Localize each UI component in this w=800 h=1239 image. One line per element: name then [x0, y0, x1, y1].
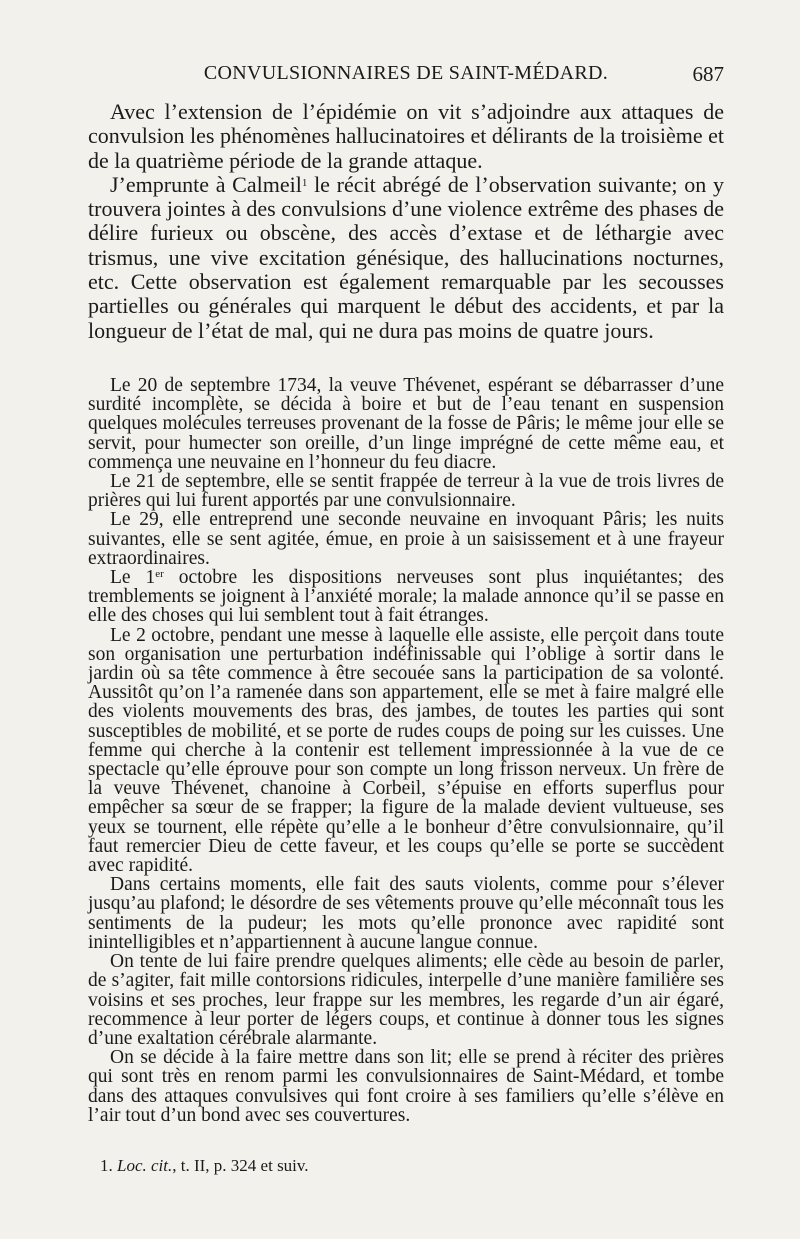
- footnote-reference: , t. II, p. 324 et suiv.: [172, 1156, 309, 1175]
- observation-paragraph: [88, 568, 724, 626]
- page-number: 687: [692, 62, 724, 86]
- observation-paragraph: Le 29, elle entreprend une seconde neuvaine en invoquant Pâris; les nuits suivantes, elle se sent agitée, émue, en proie à un saisissement et à une frayeur extraordinaires.: [88, 509, 724, 569]
- observation-text: octobre les dispositions nerveuses sont plus inquiétantes; des tremblements se joignent à l’anxiété morale; la malade annonce qu’il se passe en elle des choses qui lui semblent tout à fait étranges.: [88, 567, 724, 627]
- observation-paragraph: On se décide à la faire mettre dans son lit; elle se prend à réciter des prières qui sont très en renom parmi les convulsionnaires de Saint-Médard, et tombe dans des attaques convulsives qui font croire à ses familiers qu’elle s’élève en l’air tout d’un bond avec ses couvertures.: [88, 1047, 724, 1126]
- observation-paragraph: Dans certains moments, elle fait des sauts violents, comme pour s’élever jusqu’au plafond; le désordre de ses vêtements prouve qu’elle méconnaît tous les sentiments de la pudeur; les mots qu’elle prononce avec rapidité sont inintelligibles et n’appartiennent à aucune langue connue.: [88, 874, 724, 953]
- observation-paragraph: Le 2 octobre, pendant une messe à laquelle elle assiste, elle perçoit dans toute son organisation une perturbation indéfinissable qui l’oblige à sortir dans le jardin où sa tête commence à être secouée sans la participation de sa volonté. Aussitôt qu’on l’a ramenée dans son appartement, elle se met à faire malgré elle des violents mouvements des bras, des jambes, de toutes les parties qui sont susceptibles de mobilité, et se porte de rudes coups de poing sur les cuisses. Une femme qui cherche à la contenir est tellement impressionnée à la vue de ce spectacle qu’elle éprouve pour son compte un long frisson nerveux. Un frère de la veuve Thévenet, chanoine à Corbeil, s’épuise en efforts superflus pour empêcher sa sœur de se frapper; la figure de la malade devient vultueuse, ses yeux se tournent, elle répète qu’elle a le bonheur d’être convulsionnaire, qu’il faut remercier Dieu de cette faveur, et les coups qu’elle se porte se succèdent avec rapidité.: [88, 624, 724, 877]
- observation-paragraph: Le 20 de septembre 1734, la veuve Thévenet, espérant se débarrasser d’une surdité incomplète, se décida à boire et but de l’eau tenant en suspension quelques molécules terreuses provenant de la fosse de Pâris; le même jour elle se servit, pour humecter son oreille, d’un linge imprégné de cette même eau, et commença une neuvaine en l’honneur du feu diacre.: [88, 375, 724, 473]
- intro-paragraph: [88, 173, 724, 343]
- footnote-number: 1.: [100, 1156, 113, 1175]
- footnote: [100, 1156, 309, 1176]
- intro-section: [88, 100, 724, 343]
- ordinal-superscript: er: [155, 568, 164, 581]
- running-title: CONVULSIONNAIRES DE SAINT-MÉDARD.: [203, 62, 609, 84]
- observation-paragraph: On tente de lui faire prendre quelques aliments; elle cède au besoin de parler, de s’agiter, fait mille contorsions ridicules, interpelle d’une manière familière ses voisins et ses proches, leur frappe sur les membres, les regarde d’un air égaré, recommence à leur porter de légers coups, et continue à donner tous les signes d’une exaltation cérébrale alarmante.: [88, 951, 724, 1049]
- footnote-source: Loc. cit.: [117, 1156, 173, 1175]
- observation-section: [88, 376, 724, 1125]
- observation-paragraph: Le 21 de septembre, elle se sentit frappée de terreur à la vue de trois livres de prières qui lui furent apportés par une convulsionnaire.: [88, 471, 724, 512]
- footnote-marker: 1: [301, 176, 308, 189]
- intro-text: le récit abrégé de l’observation suivante; on y trouvera jointes à des convulsions d’une violence extrême des phases de délire furieux ou obscène, des accès d’extase et de léthargie avec trismus, une vive excitation génésique, des hallucinations nocturnes, etc. Cette observation est également remarquable par les secousses partielles ou générales qui marquent le début des accidents, et par la longueur de l’état de mal, qui ne dura pas moins de quatre jours.: [88, 171, 724, 343]
- intro-text: J’emprunte à Calmeil: [110, 171, 302, 197]
- observation-text: Le 1: [110, 567, 156, 589]
- page-header: [88, 62, 724, 92]
- intro-paragraph: Avec l’extension de l’épidémie on vit s’adjoindre aux attaques de convulsion les phénomènes hallucinatoires et délirants de la troisième et de la quatrième période de la grande attaque.: [88, 99, 724, 173]
